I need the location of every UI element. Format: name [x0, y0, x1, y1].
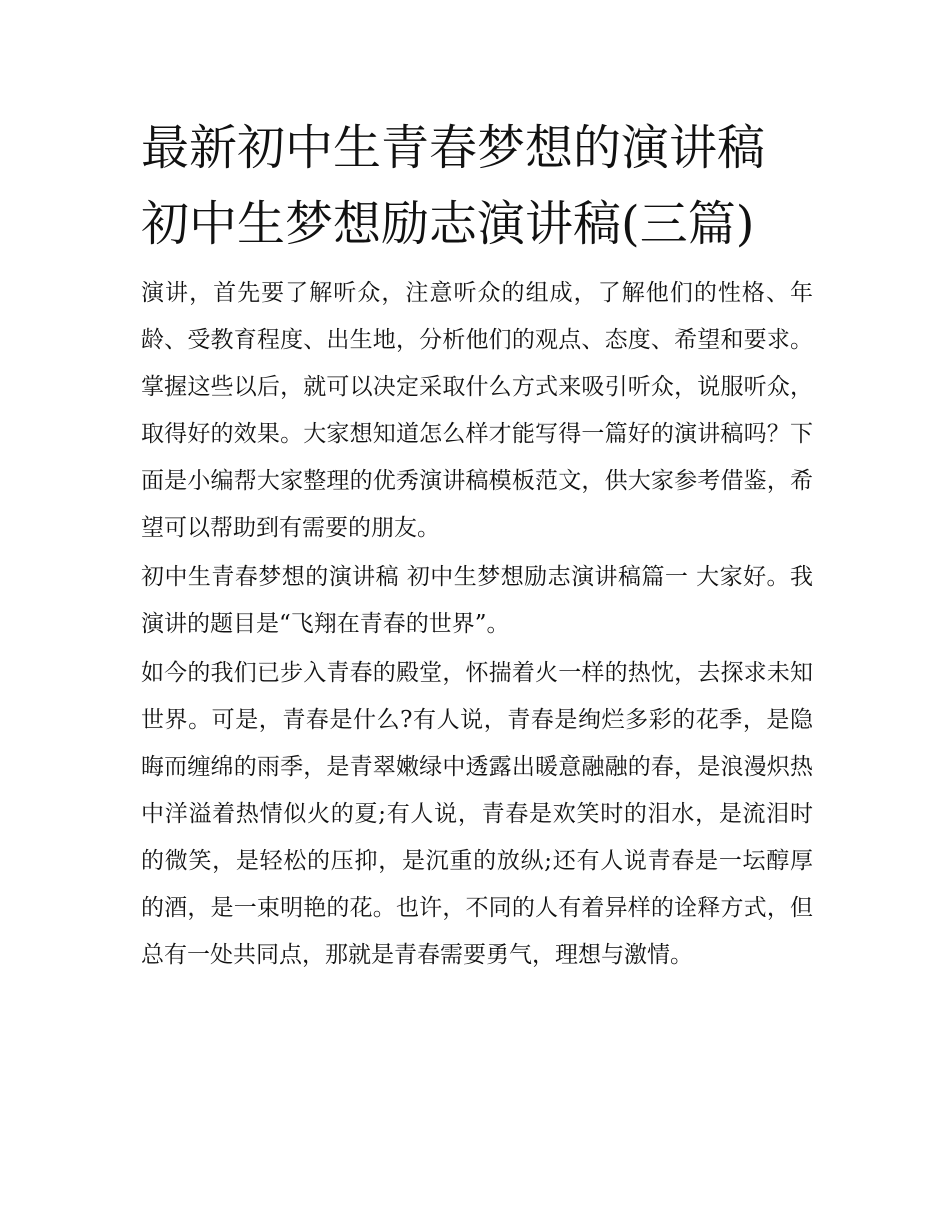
title-line-1: 最新初中生青春梦想的演讲稿 [141, 120, 766, 176]
title-line-2: 初中生梦想励志演讲稿(三篇) [141, 196, 755, 252]
document-title [141, 110, 813, 262]
document-page [141, 110, 813, 979]
intro-paragraph: 演讲，首先要了解听众，注意听众的组成，了解他们的性格、年龄、受教育程度、出生地，分析他们的观点、态度、希望和要求。掌握这些以后，就可以决定采取什么方式来吸引听众，说服听众，取得好的效果。大家想知道怎么样才能写得一篇好的演讲稿吗？下面是小编帮大家整理的优秀演讲稿模板范文，供大家参考借鉴，希望可以帮助到有需要的朋友。 [141, 280, 813, 541]
body-paragraph: 如今的我们已步入青春的殿堂，怀揣着火一样的热忱，去探求未知世界。可是，青春是什么?有人说，青春是绚烂多彩的花季，是隐晦而缠绵的雨季，是青翠嫩绿中透露出暖意融融的春，是浪漫炽热中洋溢着热情似火的夏;有人说，青春是欢笑时的泪水，是流泪时的微笑，是轻松的压抑，是沉重的放纵;还有人说青春是一坛醇厚的酒，是一束明艳的花。也许，不同的人有着异样的诠释方式，但总有一处共同点，那就是青春需要勇气，理想与激情。 [141, 660, 813, 968]
speech-heading-paragraph: 初中生青春梦想的演讲稿 初中生梦想励志演讲稿篇一 大家好。我演讲的题目是“飞翔在青春的世界”。 [141, 564, 813, 637]
